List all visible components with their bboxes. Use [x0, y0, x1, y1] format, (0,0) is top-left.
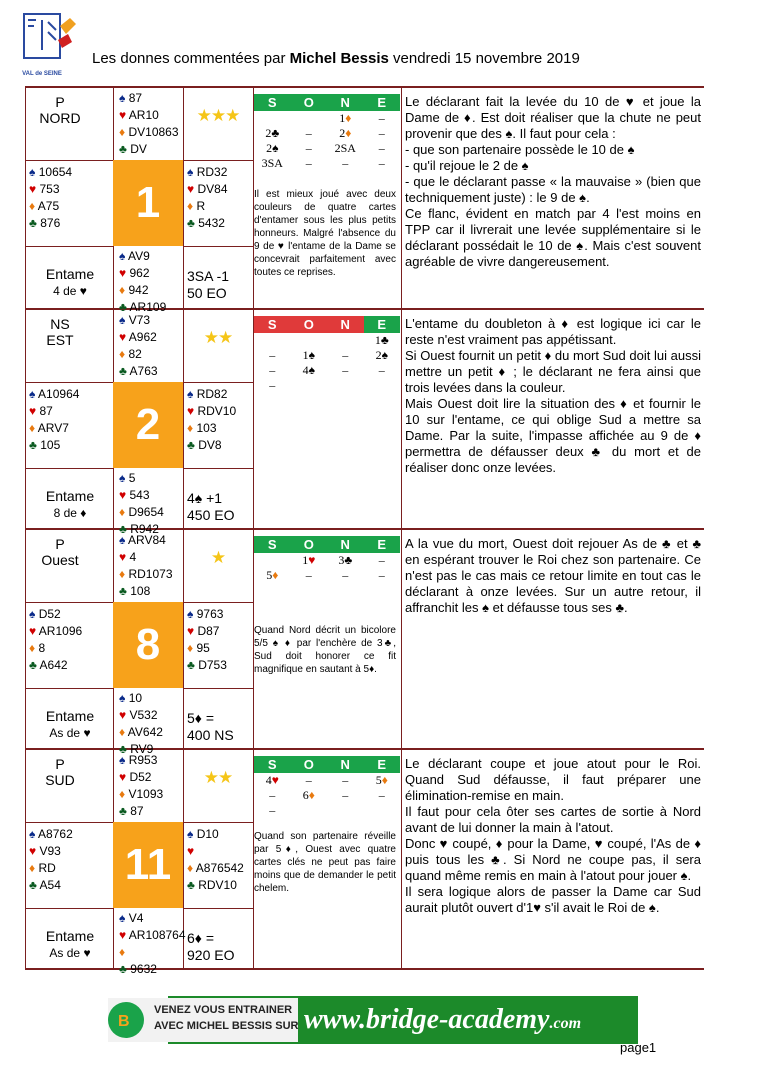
- bid-cell: 5♦: [266, 568, 279, 582]
- opening-lead: Entame 4 de ♥: [45, 266, 95, 298]
- bid-cell: –: [378, 156, 385, 170]
- banner-line2: AVEC MICHEL BESSIS SUR: [154, 1020, 299, 1032]
- bid-cell: –: [269, 788, 276, 802]
- bid-cell: [254, 553, 291, 568]
- difficulty-stars: ★★: [203, 768, 233, 787]
- bid-cell: –: [378, 568, 385, 582]
- bid-cell: 2SA: [334, 141, 356, 155]
- bid-cell: –: [342, 788, 349, 802]
- bid-cell: –: [378, 141, 385, 155]
- bid-cell: –: [342, 156, 349, 170]
- bid-header-o: O: [291, 536, 328, 553]
- banner-site: www.bridge-academy.com: [304, 1004, 582, 1035]
- bid-cell: 2♠: [375, 348, 388, 362]
- opening-lead: Entame 8 de ♦: [45, 488, 95, 520]
- bid-cell: –: [378, 126, 385, 140]
- bidding-table: [254, 94, 400, 171]
- difficulty-stars: ★★: [203, 328, 233, 347]
- bid-cell: –: [305, 156, 312, 170]
- north-hand: ♠ ARV84 ♥ 4 ♦ RD1073 ♣ 108: [119, 532, 173, 600]
- south-hand: ♠ 5 ♥ 543 ♦ D9654 ♣ R942: [119, 470, 164, 538]
- bid-cell: –: [378, 363, 385, 377]
- banner-line1: VENEZ VOUS ENTRAINER: [154, 1004, 293, 1016]
- bid-header-s: S: [254, 94, 291, 111]
- bid-cell: –: [305, 126, 312, 140]
- bid-cell: 2♠: [266, 141, 279, 155]
- deal-number: 8: [113, 602, 183, 688]
- bidding-table: [254, 316, 400, 393]
- bidding-comment: Quand son partenaire réveille par 5♦, Ouest avec quatre cartes clés ne peut pas faire moins que de demander le petit chelem.: [254, 831, 396, 894]
- deal-number: 11: [113, 822, 183, 908]
- bid-header-n: N: [327, 94, 364, 111]
- bid-header-e: E: [364, 756, 401, 773]
- deal-number: 1: [113, 160, 183, 246]
- dealer-vulnerability: NS EST: [46, 316, 74, 348]
- bidding-table: [254, 536, 400, 583]
- deal-commentary: L'entame du doubleton à ♦ est logique ici car le reste n'est vraiment pas appétissant. Si Ouest fournit un petit ♦ du mort Sud doit lui aussi mettre un petit ♦ ; le déclarant ne fera ainsi que trois levées dans la couleur. Mais Ouest doit lire la situation des ♦ et fournir le 10 sur l'entame, ce qui oblige Sud a mettre sa Dame. Par la suite, l'impasse affichée au 9 de ♦ permettra de défausser deux ♣ du mort et de réaliser donc onze levées.: [405, 316, 701, 475]
- page-header: Les donnes commentées par Michel Bessis vendredi 15 novembre 2019: [92, 50, 580, 67]
- bid-cell: –: [378, 788, 385, 802]
- bid-header-s: S: [254, 756, 291, 773]
- bid-cell: [291, 111, 328, 126]
- south-hand: ♠ V4 ♥ AR108764 ♦ ♣ 9632: [119, 910, 186, 978]
- bid-header-n: N: [327, 316, 364, 333]
- bid-header-o: O: [291, 756, 328, 773]
- bid-cell: 4♠: [302, 363, 315, 377]
- bid-cell: [364, 378, 401, 393]
- bid-cell: 6♦: [302, 788, 315, 802]
- logo-text: VAL de SEINE: [22, 71, 62, 77]
- deal-commentary: Le déclarant fait la levée du 10 de ♥ et joue la Dame de ♦. Est doit réaliser que la chute ne peut provenir que des ♠. Il faut pour cela : - que son partenaire possède le 10 de ♠ - qu'il rejoue le 2 de ♠ - que le déclarant passe « la mauvaise » (bien que techniquement juste) : le 9 de ♠. Ce flanc, évident en match par 4 l'est moins en TPP car il livrerait une levée supplémentaire si le déclarant possédait le 10 de ♠. Mais c'est souvent agréable de vivre dangereusement.: [405, 94, 701, 269]
- bid-header-o: O: [291, 316, 328, 333]
- bid-cell: –: [269, 348, 276, 362]
- contract-result: 5♦ = 400 NS: [187, 710, 234, 743]
- contract-result: 6♦ = 920 EO: [187, 930, 235, 963]
- contract-result: 4♠ +1 450 EO: [187, 490, 235, 523]
- difficulty-stars: ★★★: [196, 106, 240, 125]
- deal-commentary: Le déclarant coupe et joue atout pour le Roi. Quand Sud défausse, il faut préparer une élimination-remise en main. Il faut pour cela ôter ses cartes de sortie à Nord avant de lui donner la main à l'atout. Donc ♥ coupé, ♦ pour la Dame, ♥ coupé, l'As de ♦ puis tous les ♣. Si Nord ne coupe pas, il sera quand même remis en main à l'atout pour jouer ♠. Il sera logique alors de passer la Dame car Sud aurait plutôt ouvert d'1♥ s'il avait le Roi de ♠.: [405, 756, 701, 915]
- difficulty-stars: ★: [210, 548, 226, 567]
- east-hand: ♠ D10 ♥ ♦ A876542 ♣ RDV10: [187, 826, 244, 894]
- bidding-table: [254, 756, 400, 818]
- bid-header-n: N: [327, 536, 364, 553]
- north-hand: ♠ 87 ♥ AR10 ♦ DV10863 ♣ DV: [119, 90, 179, 158]
- deal-1: [25, 88, 704, 314]
- bidding-comment: Il est mieux joué avec deux couleurs de quatre cartes d'entamer sous les plus petits honneurs. Malgré l'absence du 9 de ♥ l'entame de la Dame se concevrait parfaitement avec toutes ce reprises.: [254, 189, 396, 278]
- bid-cell: 1♣: [374, 333, 389, 347]
- west-hand: ♠ 10654 ♥ 753 ♦ A75 ♣ 876: [29, 164, 72, 232]
- bid-cell: [291, 378, 328, 393]
- west-hand: ♠ A8762 ♥ V93 ♦ RD ♣ A54: [29, 826, 73, 894]
- north-hand: ♠ V73 ♥ A962 ♦ 82 ♣ A763: [119, 312, 158, 380]
- bid-header-o: O: [291, 94, 328, 111]
- west-hand: ♠ D52 ♥ AR1096 ♦ 8 ♣ A642: [29, 606, 82, 674]
- east-hand: ♠ 9763 ♥ D87 ♦ 95 ♣ D753: [187, 606, 227, 674]
- deal-2: [25, 310, 704, 536]
- bid-cell: 1♠: [302, 348, 315, 362]
- bid-cell: [291, 333, 328, 348]
- bridge-academy-banner[interactable]: [98, 990, 638, 1050]
- deal-commentary: A la vue du mort, Ouest doit rejouer As de ♣ et ♣ en espérant trouver le Roi chez son partenaire. Ce n'est pas le cas mais ce retour limite en tout cas le déclarant à onze levées. Sur un autre retour, il affranchit les ♠ et défausse tous ses ♣.: [405, 536, 701, 615]
- bid-cell: [364, 803, 401, 818]
- author: Michel Bessis: [289, 50, 389, 67]
- bid-cell: 2♣: [265, 126, 280, 140]
- bid-cell: –: [378, 553, 385, 567]
- bid-cell: –: [378, 111, 385, 125]
- south-hand: ♠ AV9 ♥ 962 ♦ 942 ♣ AR109: [119, 248, 166, 316]
- bid-cell: –: [269, 803, 276, 817]
- deal-8: [25, 530, 704, 756]
- bid-cell: 4♥: [265, 773, 279, 787]
- bid-header-e: E: [364, 94, 401, 111]
- bid-cell: 1♥: [302, 553, 316, 567]
- north-hand: ♠ R953 ♥ D52 ♦ V1093 ♣ 87: [119, 752, 163, 820]
- bid-cell: –: [269, 363, 276, 377]
- east-hand: ♠ RD32 ♥ DV84 ♦ R ♣ 5432: [187, 164, 228, 232]
- bid-cell: –: [342, 363, 349, 377]
- bid-cell: –: [305, 568, 312, 582]
- bid-cell: 2♦: [339, 126, 352, 140]
- svg-text:B: B: [118, 1013, 130, 1030]
- bid-header-e: E: [364, 536, 401, 553]
- bid-cell: –: [342, 773, 349, 787]
- dealer-vulnerability: P Ouest: [41, 536, 79, 568]
- dealer-vulnerability: P SUD: [45, 756, 75, 788]
- bid-header-s: S: [254, 536, 291, 553]
- bid-header-e: E: [364, 316, 401, 333]
- bid-cell: –: [342, 568, 349, 582]
- ffb-logo: [20, 12, 78, 77]
- bid-cell: 1♦: [339, 111, 352, 125]
- deal-11: [25, 750, 704, 976]
- bid-cell: 5♦: [375, 773, 388, 787]
- bid-cell: [327, 333, 364, 348]
- bid-cell: –: [269, 378, 276, 392]
- bid-cell: [291, 803, 328, 818]
- contract-result: 3SA -1 50 EO: [187, 268, 230, 301]
- page-number: page1: [620, 1040, 657, 1055]
- bid-cell: [327, 378, 364, 393]
- opening-lead: Entame As de ♥: [45, 928, 95, 960]
- west-hand: ♠ A10964 ♥ 87 ♦ ARV7 ♣ 105: [29, 386, 79, 454]
- bid-cell: –: [305, 141, 312, 155]
- deal-number: 2: [113, 382, 183, 468]
- south-hand: ♠ 10 ♥ V532 ♦ AV642 ♣ RV9: [119, 690, 163, 758]
- bid-cell: –: [342, 348, 349, 362]
- bid-cell: [254, 333, 291, 348]
- opening-lead: Entame As de ♥: [45, 708, 95, 740]
- bid-cell: [254, 111, 291, 126]
- bid-cell: 3SA: [261, 156, 283, 170]
- bid-cell: 3♣: [338, 553, 353, 567]
- bid-header-n: N: [327, 756, 364, 773]
- bid-header-s: S: [254, 316, 291, 333]
- bid-cell: –: [305, 773, 312, 787]
- dealer-vulnerability: P NORD: [39, 94, 81, 126]
- bid-cell: [327, 803, 364, 818]
- east-hand: ♠ RD82 ♥ RDV10 ♦ 103 ♣ DV8: [187, 386, 236, 454]
- bidding-comment: Quand Nord décrit un bicolore 5/5 ♠ ♦ par l'enchère de 3♣, Sud doit honorer ce fit magnifique en sautant à 5♦.: [254, 625, 396, 675]
